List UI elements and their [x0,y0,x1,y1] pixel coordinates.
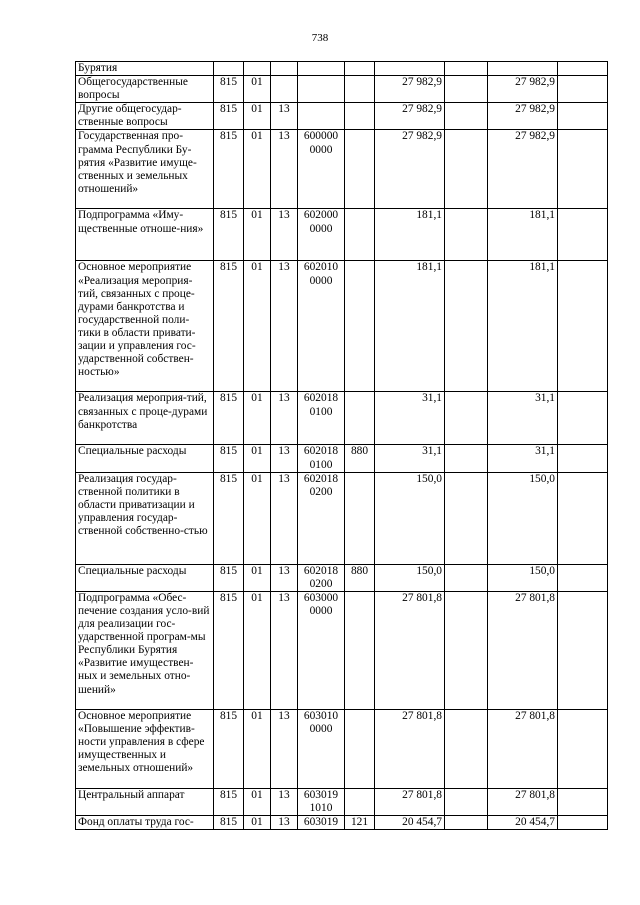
section-code-cell: 01 [244,209,271,261]
amount-cell: 27 801,8 [375,709,445,788]
empty-cell [445,62,488,76]
expense-type-cell [345,76,375,103]
target-article-cell: 603010 0000 [298,709,345,788]
section-code-cell: 01 [244,130,271,209]
grbs-code-cell: 815 [214,445,244,472]
expense-type-cell [345,392,375,445]
empty-cell [445,816,488,830]
table-row [76,445,608,472]
expense-type-cell [345,709,375,788]
expense-type-cell [345,261,375,392]
empty-cell [558,62,608,76]
expense-type-cell: 880 [345,445,375,472]
item-name-cell: Государственная про-грамма Республики Бу-рятия «Развитие имуще-ственных и земельных отношений» [76,130,214,209]
subsection-code-cell: 13 [271,130,298,209]
expense-type-cell: 880 [345,564,375,591]
section-code-cell [244,62,271,76]
empty-cell [445,209,488,261]
empty-cell [445,76,488,103]
empty-cell [445,392,488,445]
subsection-code-cell: 13 [271,709,298,788]
amount-total-cell: 31,1 [488,445,558,472]
empty-cell [558,209,608,261]
target-article-cell [298,76,345,103]
section-code-cell: 01 [244,788,271,815]
item-name-cell: Основное мероприятие «Реализация мероприя-тий, связанных с проце-дурами банкротства и государственной поли-тики в области привати-зации и управления гос-ударственной собствен-ностью» [76,261,214,392]
grbs-code-cell: 815 [214,392,244,445]
subsection-code-cell [271,62,298,76]
grbs-code-cell: 815 [214,76,244,103]
empty-cell [445,445,488,472]
table-row [76,62,608,76]
subsection-code-cell: 13 [271,209,298,261]
target-article-cell: 602010 0000 [298,261,345,392]
amount-total-cell: 27 801,8 [488,591,558,709]
table-body [76,62,608,830]
grbs-code-cell: 815 [214,103,244,130]
item-name-cell: Подпрограмма «Обес-печение создания усло-вий для реализации гос-ударственной програм-мы Республики Бурятия «Развитие имуществен-ных и земельных отно-шений» [76,591,214,709]
empty-cell [445,564,488,591]
amount-cell: 150,0 [375,472,445,564]
section-code-cell: 01 [244,445,271,472]
empty-cell [558,261,608,392]
amount-cell: 27 801,8 [375,788,445,815]
section-code-cell: 01 [244,816,271,830]
item-name-cell: Другие общегосудар-ственные вопросы [76,103,214,130]
expense-type-cell [345,591,375,709]
subsection-code-cell: 13 [271,472,298,564]
item-name-cell: Реализация мероприя-тий, связанных с проце-дурами банкротства [76,392,214,445]
expense-type-cell [345,130,375,209]
empty-cell [558,76,608,103]
subsection-code-cell: 13 [271,445,298,472]
empty-cell [558,788,608,815]
target-article-cell: 603019 [298,816,345,830]
target-article-cell [298,62,345,76]
empty-cell [445,472,488,564]
item-name-cell: Реализация государ-ственной политики в области приватизации и управления государ-ственной собственно-стью [76,472,214,564]
expense-type-cell [345,209,375,261]
table-row [76,103,608,130]
grbs-code-cell [214,62,244,76]
expense-type-cell [345,103,375,130]
amount-cell: 27 801,8 [375,591,445,709]
target-article-cell: 602018 0200 [298,564,345,591]
expense-type-cell [345,62,375,76]
item-name-cell: Специальные расходы [76,445,214,472]
table-row [76,76,608,103]
empty-cell [558,103,608,130]
empty-cell [445,103,488,130]
target-article-cell: 602000 0000 [298,209,345,261]
table-row [76,261,608,392]
subsection-code-cell [271,76,298,103]
subsection-code-cell: 13 [271,788,298,815]
grbs-code-cell: 815 [214,709,244,788]
amount-cell: 27 982,9 [375,130,445,209]
amount-cell: 150,0 [375,564,445,591]
empty-cell [445,261,488,392]
table-row [76,564,608,591]
target-article-cell: 600000 0000 [298,130,345,209]
amount-total-cell: 150,0 [488,564,558,591]
amount-total-cell: 181,1 [488,261,558,392]
empty-cell [445,709,488,788]
expense-type-cell [345,788,375,815]
subsection-code-cell: 13 [271,816,298,830]
target-article-cell: 603000 0000 [298,591,345,709]
empty-cell [558,445,608,472]
empty-cell [558,709,608,788]
empty-cell [558,591,608,709]
grbs-code-cell: 815 [214,788,244,815]
amount-total-cell: 181,1 [488,209,558,261]
subsection-code-cell: 13 [271,261,298,392]
amount-cell: 31,1 [375,445,445,472]
amount-total-cell: 150,0 [488,472,558,564]
item-name-cell: Фонд оплаты труда гос- [76,816,214,830]
target-article-cell: 602018 0200 [298,472,345,564]
amount-cell: 31,1 [375,392,445,445]
amount-cell: 181,1 [375,261,445,392]
target-article-cell: 602018 0100 [298,392,345,445]
target-article-cell: 602018 0100 [298,445,345,472]
table-row [76,472,608,564]
grbs-code-cell: 815 [214,261,244,392]
amount-cell: 27 982,9 [375,103,445,130]
page-number: 738 [311,32,329,44]
amount-total-cell: 27 801,8 [488,709,558,788]
empty-cell [558,392,608,445]
table-row [76,130,608,209]
table-row [76,392,608,445]
empty-cell [558,472,608,564]
grbs-code-cell: 815 [214,816,244,830]
empty-cell [445,130,488,209]
amount-total-cell: 20 454,7 [488,816,558,830]
amount-total-cell: 27 801,8 [488,788,558,815]
subsection-code-cell: 13 [271,591,298,709]
table-row [76,709,608,788]
item-name-cell: Специальные расходы [76,564,214,591]
budget-table [75,61,608,830]
table-row [76,591,608,709]
section-code-cell: 01 [244,103,271,130]
section-code-cell: 01 [244,709,271,788]
item-name-cell: Бурятия [76,62,214,76]
item-name-cell: Центральный аппарат [76,788,214,815]
table-row [76,788,608,815]
item-name-cell: Основное мероприятие «Повышение эффектив-ности управления в сфере имущественных и земельных отношений» [76,709,214,788]
target-article-cell: 603019 1010 [298,788,345,815]
subsection-code-cell: 13 [271,103,298,130]
empty-cell [445,788,488,815]
expense-type-cell [345,472,375,564]
section-code-cell: 01 [244,591,271,709]
item-name-cell: Общегосударственные вопросы [76,76,214,103]
amount-cell: 20 454,7 [375,816,445,830]
item-name-cell: Подпрограмма «Иму-щественные отноше-ния» [76,209,214,261]
amount-total-cell [488,62,558,76]
section-code-cell: 01 [244,564,271,591]
amount-total-cell: 31,1 [488,392,558,445]
empty-cell [558,564,608,591]
subsection-code-cell: 13 [271,392,298,445]
table-row [76,816,608,830]
amount-cell: 181,1 [375,209,445,261]
expense-type-cell: 121 [345,816,375,830]
amount-total-cell: 27 982,9 [488,76,558,103]
grbs-code-cell: 815 [214,209,244,261]
empty-cell [558,816,608,830]
subsection-code-cell: 13 [271,564,298,591]
grbs-code-cell: 815 [214,564,244,591]
empty-cell [445,591,488,709]
grbs-code-cell: 815 [214,130,244,209]
grbs-code-cell: 815 [214,591,244,709]
table-row [76,209,608,261]
amount-total-cell: 27 982,9 [488,130,558,209]
section-code-cell: 01 [244,261,271,392]
amount-total-cell: 27 982,9 [488,103,558,130]
target-article-cell [298,103,345,130]
section-code-cell: 01 [244,76,271,103]
section-code-cell: 01 [244,392,271,445]
section-code-cell: 01 [244,472,271,564]
empty-cell [558,130,608,209]
amount-cell: 27 982,9 [375,76,445,103]
grbs-code-cell: 815 [214,472,244,564]
amount-cell [375,62,445,76]
